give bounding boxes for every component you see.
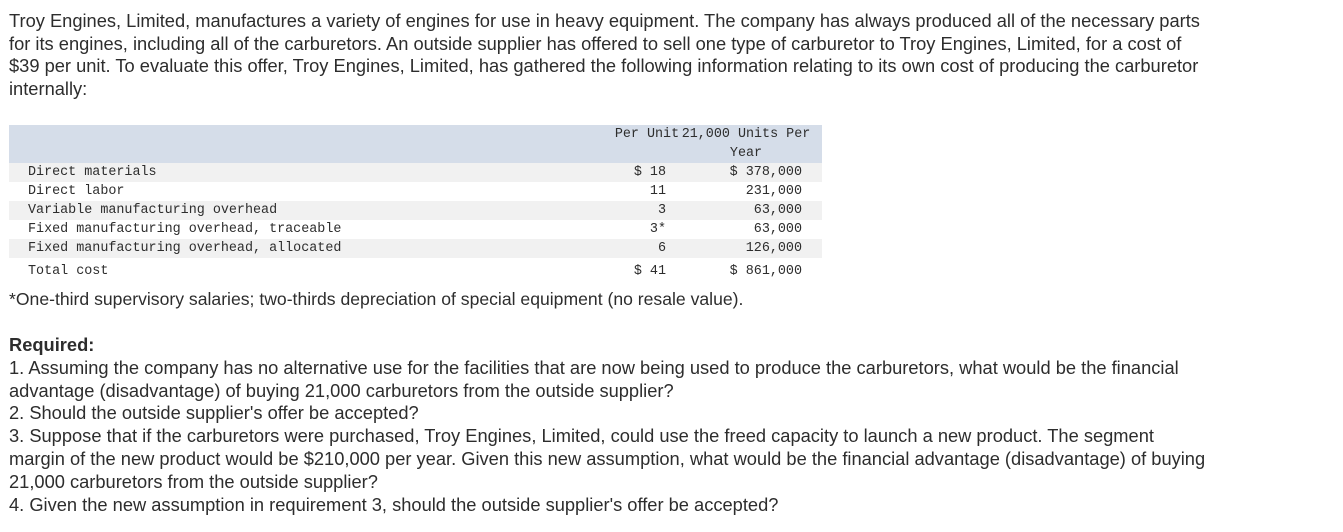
table-row <box>9 163 822 182</box>
table-row <box>9 201 822 220</box>
table-row <box>9 220 822 239</box>
row-label: Variable manufacturing overhead <box>28 203 278 218</box>
row-per-year: 126,000 <box>745 241 802 256</box>
header-per-year: 21,000 Units Per Year <box>681 127 811 161</box>
row-per-year: 63,000 <box>753 203 802 218</box>
row-label: Direct labor <box>28 184 125 199</box>
row-label: Fixed manufacturing overhead, traceable <box>28 222 342 237</box>
required-item: 4. Given the new assumption in requirement 3, should the outside supplier's offer be accepted? <box>9 493 779 515</box>
row-per-year: 63,000 <box>753 222 802 237</box>
table-header-row <box>9 125 822 163</box>
row-per-year: $ 378,000 <box>729 165 802 180</box>
row-per-unit: 3* <box>649 222 666 237</box>
header-per-unit: Per Unit <box>614 127 680 142</box>
total-per-unit: $ 41 <box>633 264 666 279</box>
required-section <box>9 334 1209 516</box>
row-per-unit: $ 18 <box>633 165 666 180</box>
intro-paragraph: Troy Engines, Limited, manufactures a variety of engines for use in heavy equipment. The company has always produced all of the necessary parts for its engines, including all of the carburetors. An outside supplier has offered to sell one type of carburetor to Troy Engines, Limited, for a cost of $39 per unit. To evaluate this offer, Troy Engines, Limited, has gathered the following information relating to its own cost of producing the carburetor internally: <box>9 10 1200 99</box>
total-label: Total cost <box>28 264 109 279</box>
total-per-year: $ 861,000 <box>729 264 802 279</box>
table-row <box>9 182 822 201</box>
problem-intro <box>9 10 1209 100</box>
row-per-year: 231,000 <box>745 184 802 199</box>
row-per-unit: 11 <box>649 184 666 199</box>
table-row <box>9 239 822 258</box>
required-heading: Required: <box>9 334 95 355</box>
required-item: 3. Suppose that if the carburetors were purchased, Troy Engines, Limited, could use the freed capacity to launch a new product. The segment margin of the new product would be $210,000 per year. Given this new assumption, what would be the financial advantage (disadvantage) of buying 21,000 carburetors from the outside supplier? <box>9 425 1206 492</box>
row-label: Fixed manufacturing overhead, allocated <box>28 241 342 256</box>
row-per-unit: 6 <box>657 241 666 256</box>
required-item: 2. Should the outside supplier's offer be accepted? <box>9 402 419 424</box>
table-total-row <box>9 258 822 283</box>
row-per-unit: 3 <box>657 203 666 218</box>
table-footnote: *One-third supervisory salaries; two-thirds depreciation of special equipment (no resale value). <box>9 289 744 309</box>
cost-table <box>9 125 822 283</box>
required-item: 1. Assuming the company has no alternative use for the facilities that are now being used to produce the carburetors, what would be the financial advantage (disadvantage) of buying 21,000 carburetors from the outside supplier? <box>9 356 1179 401</box>
row-label: Direct materials <box>28 165 157 180</box>
